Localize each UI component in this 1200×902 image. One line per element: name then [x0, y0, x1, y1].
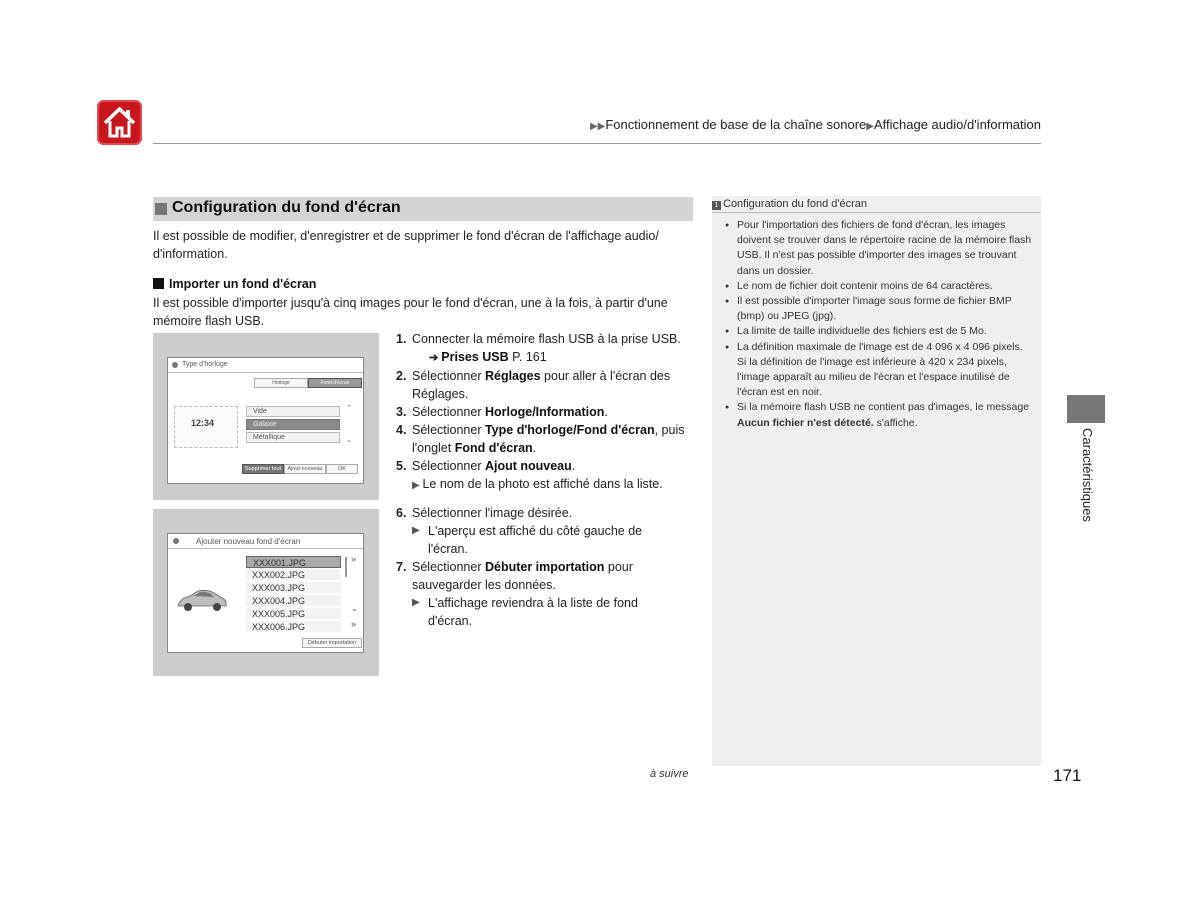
sidebar-heading — [712, 196, 1041, 213]
back-icon[interactable] — [172, 362, 178, 368]
step-4 — [396, 421, 696, 457]
tab-horloge[interactable]: Horloge — [254, 378, 308, 388]
step-6-result — [396, 522, 696, 558]
square-icon — [155, 203, 167, 215]
step-number: 1. — [396, 332, 407, 346]
result-text: L'aperçu est affiché du côté gauche de l'écran. — [428, 524, 643, 556]
step-number: 4. — [396, 423, 407, 437]
screenshot-add-wallpaper — [153, 509, 379, 676]
ref-link[interactable]: Prises USB — [441, 350, 509, 364]
steps-list — [396, 330, 696, 495]
result-text: Le nom de la photo est affiché dans la liste. — [422, 477, 663, 491]
continue-label: à suivre — [650, 768, 689, 780]
bullet-item: ● Il est possible d'importer l'image sous forme de fichier BMP (bmp) ou JPEG (jpg). — [723, 294, 1033, 324]
step-text: . — [532, 441, 537, 455]
step-text: Sélectionner — [412, 369, 485, 383]
step-number: 7. — [396, 560, 407, 574]
section-heading — [153, 197, 693, 221]
screenshot-clock-type — [153, 333, 379, 500]
divider — [168, 548, 363, 549]
tab-fond-ecran[interactable]: Fond d'écran — [308, 378, 362, 388]
step-number: 2. — [396, 369, 407, 383]
screen-panel — [167, 357, 364, 484]
step-text: Sélectionner — [412, 423, 485, 437]
scroll-down-icon[interactable]: ⌄ — [346, 437, 352, 444]
header-divider — [153, 143, 1041, 144]
bullet-item: ● Le nom de fichier doit contenir moins de 64 caractères. — [723, 279, 1033, 294]
step-bold: Débuter importation — [484, 560, 605, 574]
step-text: Sélectionner — [412, 560, 485, 574]
home-icon[interactable] — [97, 100, 142, 145]
breadcrumb — [590, 117, 1041, 132]
clock-time: 12:34 — [191, 418, 215, 428]
page-down-icon[interactable]: » — [351, 619, 357, 629]
bullet-text: Si la mémoire flash USB ne contient pas d'images, le message — [737, 401, 1030, 414]
step-number: 5. — [396, 459, 407, 473]
step-text: Sélectionner — [412, 459, 485, 473]
step-2 — [396, 367, 696, 403]
step-7-result — [396, 594, 696, 630]
step-number: 6. — [396, 506, 407, 520]
steps-list-2 — [396, 504, 696, 630]
scrollbar[interactable] — [345, 557, 347, 577]
ref-page: P. 161 — [508, 350, 547, 364]
step-text: Sélectionner l'image désirée. — [412, 506, 573, 520]
step-5 — [396, 457, 696, 475]
step-bold: Réglages — [484, 369, 541, 383]
step-text: pour aller à l'écran des Réglages. — [412, 369, 671, 401]
chapter-tab[interactable] — [1067, 395, 1105, 423]
clock-preview — [174, 406, 238, 448]
list-item[interactable]: Galaxie — [246, 419, 340, 430]
step-bold: Ajout nouveau — [484, 459, 572, 473]
list-item[interactable]: Vide — [246, 406, 340, 417]
file-item[interactable]: XXX003.JPG — [246, 582, 341, 594]
delete-all-button[interactable]: Supprimer tout — [242, 464, 284, 474]
step-text: Connecter la mémoire flash USB à la prise USB. — [412, 332, 681, 346]
step-1-ref[interactable] — [396, 348, 696, 367]
step-6 — [396, 504, 696, 522]
back-icon[interactable] — [173, 538, 179, 544]
bullet-item: ● La limite de taille individuelle des fichiers est de 5 Mo. — [723, 324, 1033, 339]
result-arrow-icon: ▶ — [412, 597, 420, 608]
section-title: Configuration du fond d'écran — [172, 199, 401, 216]
page-up-icon[interactable]: » — [351, 554, 357, 564]
step-bold: Type d'horloge/Fond d'écran — [484, 423, 655, 437]
arrow-icon: ▶▶ — [589, 121, 606, 132]
section-intro: Il est possible de modifier, d'enregistrer et de supprimer le fond d'écran de l'affichage audio/ d'information. — [153, 229, 659, 261]
bullet-text: s'affiche. — [873, 416, 918, 429]
screen-panel — [167, 533, 364, 653]
breadcrumb-item[interactable]: Fonctionnement de base de la chaîne sonore — [605, 117, 867, 132]
bullet-bold: Aucun fichier n'est détecté. — [737, 416, 874, 429]
note-icon: 1 — [712, 201, 721, 210]
step-bold: Horloge/Information — [484, 405, 605, 419]
step-7 — [396, 558, 696, 594]
step-bold: Fond d'écran — [454, 441, 533, 455]
step-text: pour sauvegarder les données. — [412, 560, 633, 592]
step-text: Sélectionner — [412, 405, 485, 419]
scroll-up-icon[interactable]: ⌃ — [346, 405, 352, 412]
step-1 — [396, 330, 696, 348]
screen-title: Ajouter nouveau fond d'écran — [196, 537, 301, 546]
sidebar-bullets — [723, 218, 1033, 431]
bullet-item: ● Pour l'importation des fichiers de fond d'écran, les images doivent se trouver dans le répertoire racine de la mémoire flash USB. Il n'est pas possible d'importer des images se trouvant dans un dossier. — [723, 218, 1033, 279]
file-item[interactable]: XXX001.JPG — [246, 556, 341, 568]
car-icon — [174, 582, 229, 618]
divider — [168, 372, 363, 373]
sub-intro: Il est possible d'importer jusqu'à cinq images pour le fond d'écran, une à la fois, à partir d'une mémoire flash USB. — [153, 296, 668, 328]
subheading — [153, 277, 316, 291]
result-arrow-icon: ▶ — [412, 525, 420, 536]
file-item[interactable]: XXX004.JPG — [246, 595, 341, 607]
screen-title: Type d'horloge — [182, 361, 228, 368]
step-text: . — [604, 405, 608, 419]
arrow-icon: ▶ — [866, 121, 874, 132]
scroll-down-icon[interactable]: ⌄ — [351, 604, 358, 613]
step-number: 3. — [396, 405, 407, 419]
reference-arrow-icon: ➔ — [429, 352, 442, 364]
car-preview-image — [174, 582, 229, 618]
chapter-tab-label: Caractéristiques — [1080, 428, 1095, 522]
bullet-item: ● La définition maximale de l'image est de 4 096 x 4 096 pixels. Si la définition de l'image est inférieure à 420 x 234 pixels, l'image apparaît au milieu de l'écran et l'espace inutilisé de l'écran est en noir. — [723, 340, 1033, 401]
bullet-item — [723, 400, 1033, 430]
result-text: L'affichage reviendra à la liste de fond d'écran. — [428, 596, 638, 628]
step-text: , puis l'onglet — [412, 423, 685, 455]
house-icon — [97, 100, 142, 145]
start-import-button[interactable]: Débuter importation — [302, 638, 362, 648]
file-item[interactable]: XXX002.JPG — [246, 569, 341, 581]
subheading-text: Importer un fond d'écran — [169, 277, 317, 291]
ok-button[interactable]: OK — [326, 464, 358, 474]
add-new-button[interactable]: Ajout nouveau — [284, 464, 326, 474]
step-5-result — [396, 475, 696, 495]
breadcrumb-item[interactable]: Affichage audio/d'information — [873, 117, 1041, 132]
result-arrow-icon: ▶ — [412, 480, 423, 491]
sidebar-title: Configuration du fond d'écran — [723, 198, 867, 210]
step-3 — [396, 403, 696, 421]
step-text: . — [571, 459, 576, 473]
square-icon — [153, 278, 164, 289]
file-item[interactable]: XXX006.JPG — [246, 621, 341, 633]
page-number: 171 — [1053, 766, 1082, 785]
list-item[interactable]: Métallique — [246, 432, 340, 443]
file-item[interactable]: XXX005.JPG — [246, 608, 341, 620]
